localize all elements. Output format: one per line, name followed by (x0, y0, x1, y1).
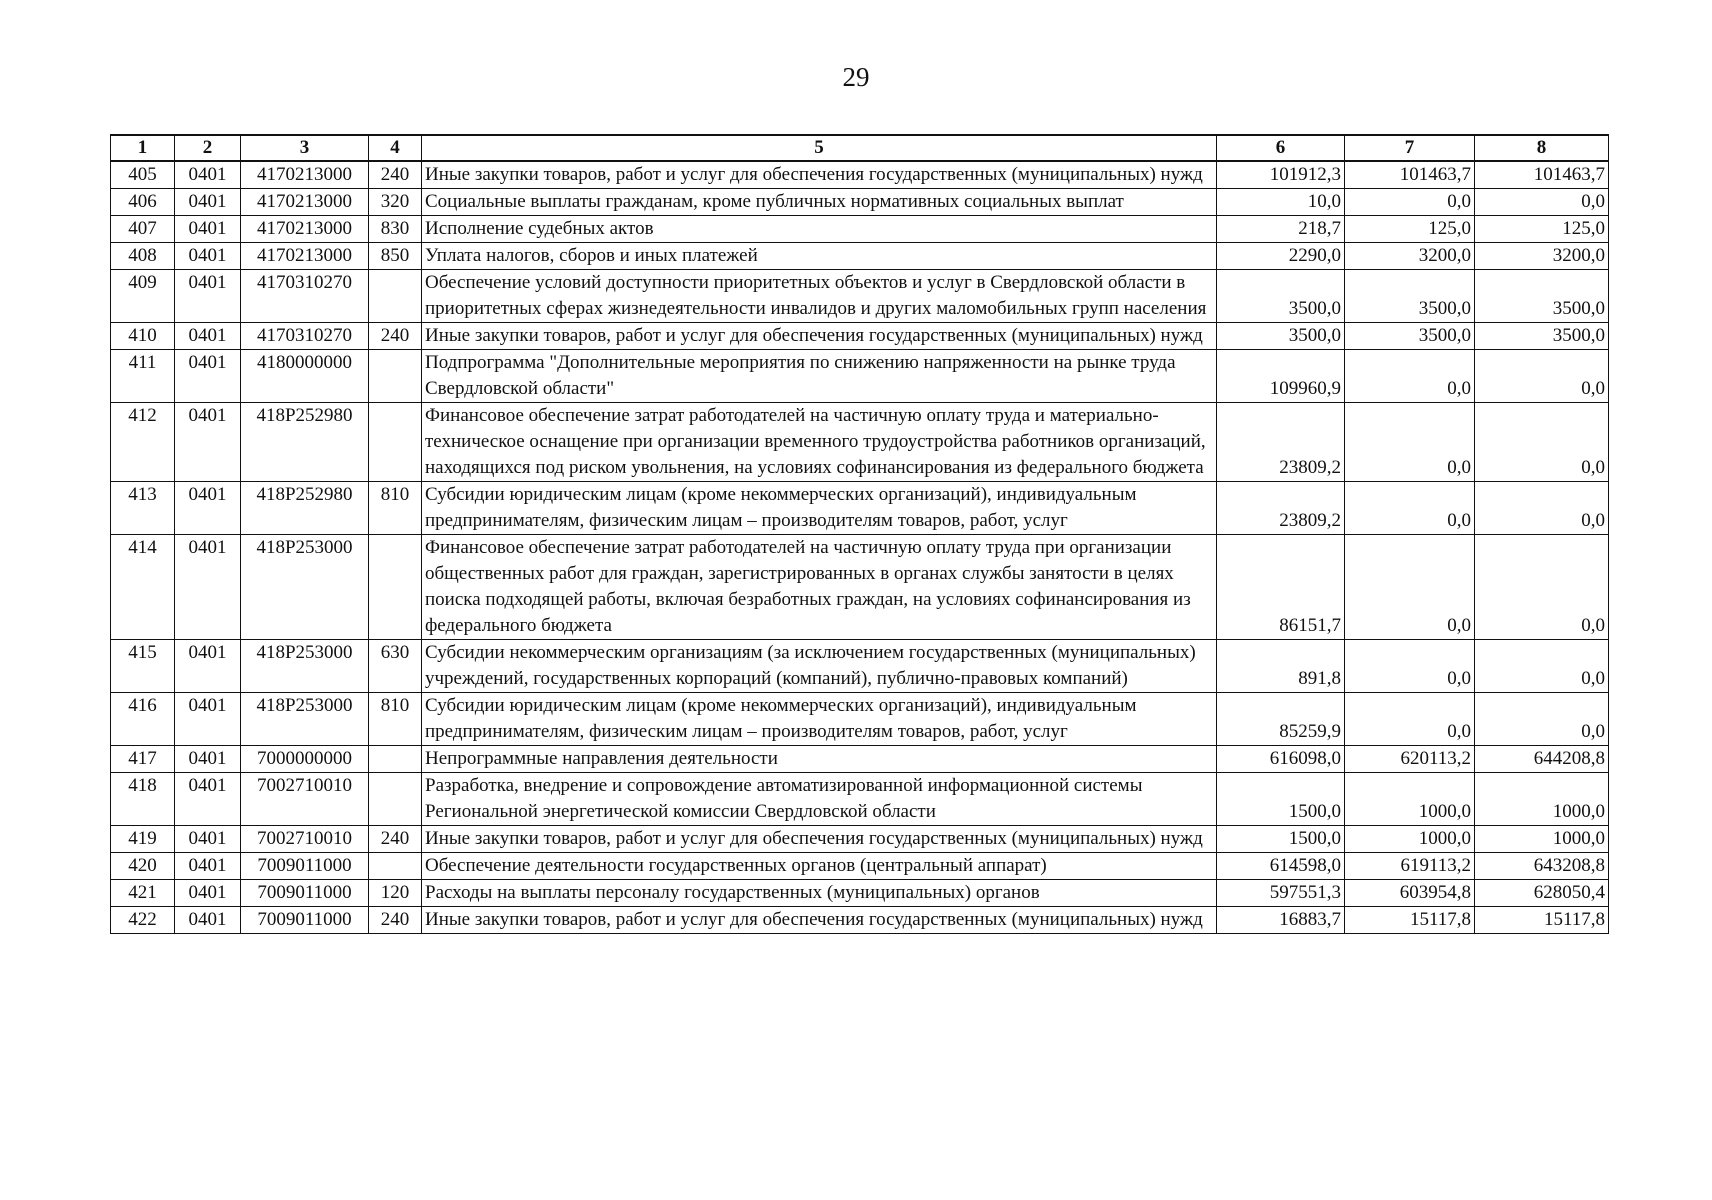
table-row (111, 350, 1609, 403)
item-name-cell: Разработка, внедрение и сопровождение автоматизированной информационной системы Региональной энергетической комиссии Свердловской области (422, 773, 1217, 826)
amount-col8-cell: 0,0 (1475, 693, 1609, 746)
target-code-cell: 418P252980 (241, 482, 369, 535)
row-number-cell: 408 (111, 243, 175, 270)
target-code-cell: 4170213000 (241, 216, 369, 243)
amount-col8-cell: 0,0 (1475, 403, 1609, 482)
amount-col7-cell: 0,0 (1345, 693, 1475, 746)
target-code-cell: 4170310270 (241, 270, 369, 323)
table-row (111, 535, 1609, 640)
row-number-cell: 419 (111, 826, 175, 853)
target-code-cell: 418P253000 (241, 535, 369, 640)
amount-col6-cell: 1500,0 (1217, 773, 1345, 826)
header-row (111, 135, 1609, 161)
section-code-cell: 0401 (175, 403, 241, 482)
section-code-cell: 0401 (175, 189, 241, 216)
row-number-cell: 411 (111, 350, 175, 403)
header-cell-7: 7 (1345, 135, 1475, 161)
item-name-cell: Финансовое обеспечение затрат работодателей на частичную оплату труда при организации общественных работ для граждан, зарегистрированных в органах службы занятости в целях поиска подходящей работы, включая безработных граждан, на условиях софинансирования из федерального бюджета (422, 535, 1217, 640)
expense-type-cell: 850 (369, 243, 422, 270)
row-number-cell: 417 (111, 746, 175, 773)
header-cell-6: 6 (1217, 135, 1345, 161)
target-code-cell: 4170213000 (241, 161, 369, 189)
table-row (111, 243, 1609, 270)
row-number-cell: 420 (111, 853, 175, 880)
target-code-cell: 418P253000 (241, 640, 369, 693)
amount-col6-cell: 85259,9 (1217, 693, 1345, 746)
amount-col6-cell: 3500,0 (1217, 270, 1345, 323)
target-code-cell: 4170213000 (241, 189, 369, 216)
table-row (111, 323, 1609, 350)
section-code-cell: 0401 (175, 853, 241, 880)
amount-col7-cell: 3500,0 (1345, 270, 1475, 323)
row-number-cell: 409 (111, 270, 175, 323)
amount-col6-cell: 10,0 (1217, 189, 1345, 216)
item-name-cell: Подпрограмма "Дополнительные мероприятия по снижению напряженности на рынке труда Свердловской области" (422, 350, 1217, 403)
section-code-cell: 0401 (175, 270, 241, 323)
row-number-cell: 407 (111, 216, 175, 243)
expense-type-cell (369, 535, 422, 640)
table-row (111, 907, 1609, 934)
amount-col8-cell: 1000,0 (1475, 826, 1609, 853)
expense-type-cell (369, 350, 422, 403)
table-row (111, 270, 1609, 323)
amount-col7-cell: 0,0 (1345, 482, 1475, 535)
item-name-cell: Обеспечение деятельности государственных органов (центральный аппарат) (422, 853, 1217, 880)
section-code-cell: 0401 (175, 243, 241, 270)
amount-col8-cell: 628050,4 (1475, 880, 1609, 907)
target-code-cell: 4170310270 (241, 323, 369, 350)
item-name-cell: Обеспечение условий доступности приоритетных объектов и услуг в Свердловской области в приоритетных сферах жизнедеятельности инвалидов и других маломобильных групп населения (422, 270, 1217, 323)
amount-col7-cell: 101463,7 (1345, 161, 1475, 189)
expense-type-cell: 120 (369, 880, 422, 907)
header-cell-3: 3 (241, 135, 369, 161)
section-code-cell: 0401 (175, 350, 241, 403)
amount-col6-cell: 891,8 (1217, 640, 1345, 693)
amount-col7-cell: 1000,0 (1345, 826, 1475, 853)
section-code-cell: 0401 (175, 693, 241, 746)
item-name-cell: Иные закупки товаров, работ и услуг для обеспечения государственных (муниципальных) нужд (422, 826, 1217, 853)
target-code-cell: 7002710010 (241, 773, 369, 826)
amount-col8-cell: 0,0 (1475, 189, 1609, 216)
item-name-cell: Субсидии юридическим лицам (кроме некоммерческих организаций), индивидуальным предпринимателям, физическим лицам – производителям товаров, работ, услуг (422, 693, 1217, 746)
amount-col7-cell: 0,0 (1345, 350, 1475, 403)
row-number-cell: 415 (111, 640, 175, 693)
amount-col8-cell: 125,0 (1475, 216, 1609, 243)
amount-col7-cell: 3200,0 (1345, 243, 1475, 270)
section-code-cell: 0401 (175, 773, 241, 826)
section-code-cell: 0401 (175, 907, 241, 934)
table-row (111, 640, 1609, 693)
expense-type-cell: 240 (369, 323, 422, 350)
amount-col8-cell: 643208,8 (1475, 853, 1609, 880)
section-code-cell: 0401 (175, 535, 241, 640)
page-number: 29 (842, 62, 870, 92)
item-name-cell: Иные закупки товаров, работ и услуг для обеспечения государственных (муниципальных) нужд (422, 161, 1217, 189)
table-row (111, 853, 1609, 880)
section-code-cell: 0401 (175, 880, 241, 907)
row-number-cell: 418 (111, 773, 175, 826)
amount-col7-cell: 0,0 (1345, 189, 1475, 216)
amount-col6-cell: 218,7 (1217, 216, 1345, 243)
amount-col7-cell: 0,0 (1345, 535, 1475, 640)
target-code-cell: 7009011000 (241, 907, 369, 934)
expense-type-cell: 830 (369, 216, 422, 243)
item-name-cell: Исполнение судебных актов (422, 216, 1217, 243)
table-row (111, 216, 1609, 243)
header-cell-1: 1 (111, 135, 175, 161)
target-code-cell: 7009011000 (241, 853, 369, 880)
row-number-cell: 416 (111, 693, 175, 746)
expense-type-cell (369, 746, 422, 773)
row-number-cell: 421 (111, 880, 175, 907)
amount-col7-cell: 3500,0 (1345, 323, 1475, 350)
item-name-cell: Социальные выплаты гражданам, кроме публичных нормативных социальных выплат (422, 189, 1217, 216)
section-code-cell: 0401 (175, 323, 241, 350)
expense-type-cell: 240 (369, 907, 422, 934)
amount-col6-cell: 101912,3 (1217, 161, 1345, 189)
row-number-cell: 410 (111, 323, 175, 350)
amount-col7-cell: 603954,8 (1345, 880, 1475, 907)
table-row (111, 826, 1609, 853)
row-number-cell: 422 (111, 907, 175, 934)
section-code-cell: 0401 (175, 640, 241, 693)
row-number-cell: 406 (111, 189, 175, 216)
row-number-cell: 413 (111, 482, 175, 535)
section-code-cell: 0401 (175, 216, 241, 243)
amount-col6-cell: 23809,2 (1217, 482, 1345, 535)
amount-col7-cell: 0,0 (1345, 403, 1475, 482)
section-code-cell: 0401 (175, 746, 241, 773)
amount-col8-cell: 644208,8 (1475, 746, 1609, 773)
amount-col8-cell: 3500,0 (1475, 323, 1609, 350)
section-code-cell: 0401 (175, 826, 241, 853)
header-cell-5: 5 (422, 135, 1217, 161)
amount-col8-cell: 0,0 (1475, 640, 1609, 693)
amount-col6-cell: 86151,7 (1217, 535, 1345, 640)
amount-col8-cell: 1000,0 (1475, 773, 1609, 826)
section-code-cell: 0401 (175, 482, 241, 535)
item-name-cell: Финансовое обеспечение затрат работодателей на частичную оплату труда и материально-техническое оснащение при организации временного трудоустройства работников организаций, находящихся под риском увольнения, на условиях софинансирования из федерального бюджета (422, 403, 1217, 482)
header-cell-8: 8 (1475, 135, 1609, 161)
budget-table (110, 134, 1609, 934)
amount-col6-cell: 109960,9 (1217, 350, 1345, 403)
amount-col8-cell: 3200,0 (1475, 243, 1609, 270)
table-row (111, 773, 1609, 826)
header-cell-2: 2 (175, 135, 241, 161)
expense-type-cell: 320 (369, 189, 422, 216)
item-name-cell: Субсидии некоммерческим организациям (за исключением государственных (муниципальных) учреждений, государственных корпораций (компаний), публично-правовых компаний) (422, 640, 1217, 693)
item-name-cell: Расходы на выплаты персоналу государственных (муниципальных) органов (422, 880, 1217, 907)
row-number-cell: 414 (111, 535, 175, 640)
amount-col6-cell: 597551,3 (1217, 880, 1345, 907)
amount-col7-cell: 620113,2 (1345, 746, 1475, 773)
item-name-cell: Уплата налогов, сборов и иных платежей (422, 243, 1217, 270)
target-code-cell: 7000000000 (241, 746, 369, 773)
header-cell-4: 4 (369, 135, 422, 161)
amount-col8-cell: 0,0 (1475, 535, 1609, 640)
expense-type-cell (369, 270, 422, 323)
amount-col6-cell: 23809,2 (1217, 403, 1345, 482)
table-row (111, 161, 1609, 189)
amount-col7-cell: 619113,2 (1345, 853, 1475, 880)
table-row (111, 880, 1609, 907)
table-row (111, 693, 1609, 746)
item-name-cell: Иные закупки товаров, работ и услуг для обеспечения государственных (муниципальных) нужд (422, 323, 1217, 350)
row-number-cell: 412 (111, 403, 175, 482)
expense-type-cell (369, 853, 422, 880)
item-name-cell: Субсидии юридическим лицам (кроме некоммерческих организаций), индивидуальным предпринимателям, физическим лицам – производителям товаров, работ, услуг (422, 482, 1217, 535)
amount-col6-cell: 16883,7 (1217, 907, 1345, 934)
amount-col8-cell: 101463,7 (1475, 161, 1609, 189)
amount-col8-cell: 15117,8 (1475, 907, 1609, 934)
amount-col8-cell: 3500,0 (1475, 270, 1609, 323)
target-code-cell: 4170213000 (241, 243, 369, 270)
expense-type-cell: 240 (369, 826, 422, 853)
target-code-cell: 4180000000 (241, 350, 369, 403)
expense-type-cell: 240 (369, 161, 422, 189)
expense-type-cell (369, 773, 422, 826)
table-row (111, 482, 1609, 535)
expense-type-cell: 810 (369, 482, 422, 535)
amount-col7-cell: 0,0 (1345, 640, 1475, 693)
amount-col6-cell: 2290,0 (1217, 243, 1345, 270)
row-number-cell: 405 (111, 161, 175, 189)
amount-col8-cell: 0,0 (1475, 350, 1609, 403)
expense-type-cell: 810 (369, 693, 422, 746)
target-code-cell: 418P253000 (241, 693, 369, 746)
section-code-cell: 0401 (175, 161, 241, 189)
amount-col8-cell: 0,0 (1475, 482, 1609, 535)
amount-col7-cell: 15117,8 (1345, 907, 1475, 934)
amount-col6-cell: 3500,0 (1217, 323, 1345, 350)
amount-col7-cell: 125,0 (1345, 216, 1475, 243)
target-code-cell: 7009011000 (241, 880, 369, 907)
table-row (111, 746, 1609, 773)
table-row (111, 189, 1609, 216)
amount-col6-cell: 616098,0 (1217, 746, 1345, 773)
item-name-cell: Непрограммные направления деятельности (422, 746, 1217, 773)
target-code-cell: 7002710010 (241, 826, 369, 853)
item-name-cell: Иные закупки товаров, работ и услуг для обеспечения государственных (муниципальных) нужд (422, 907, 1217, 934)
amount-col7-cell: 1000,0 (1345, 773, 1475, 826)
target-code-cell: 418P252980 (241, 403, 369, 482)
table-row (111, 403, 1609, 482)
amount-col6-cell: 1500,0 (1217, 826, 1345, 853)
amount-col6-cell: 614598,0 (1217, 853, 1345, 880)
expense-type-cell (369, 403, 422, 482)
expense-type-cell: 630 (369, 640, 422, 693)
